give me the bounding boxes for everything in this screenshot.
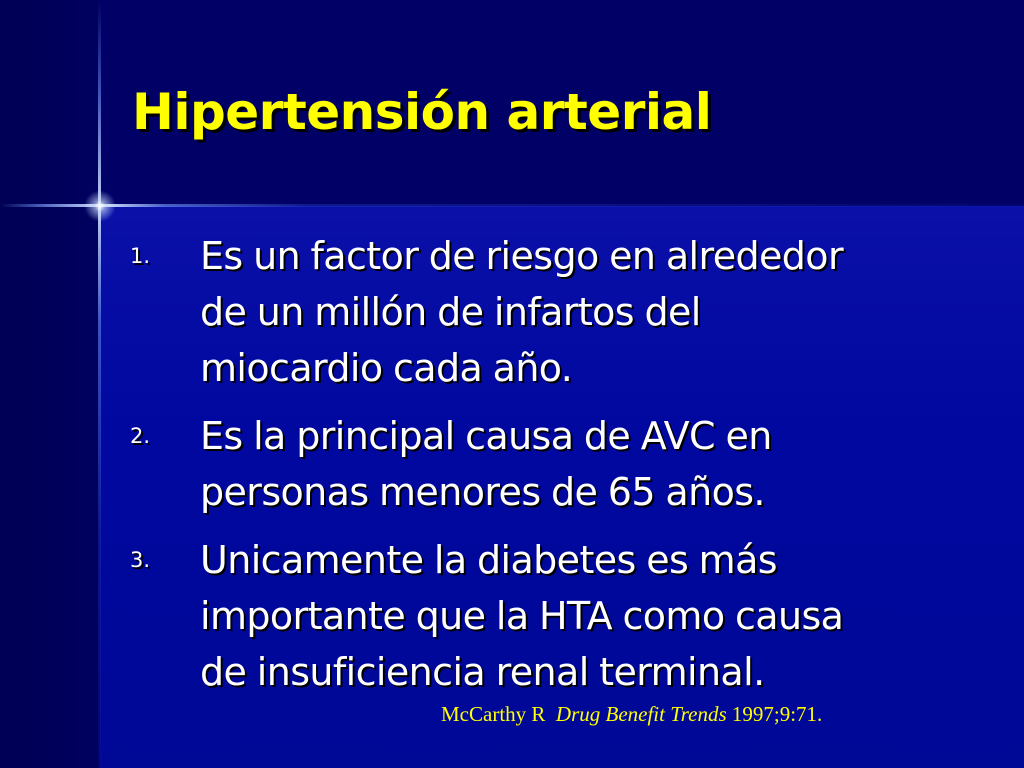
list-item-line: de un millón de infartos del [200,290,701,334]
list-item-line: de insuficiencia renal terminal. [200,650,765,694]
left-background-panel [0,0,100,768]
list-number: 3. [130,548,151,572]
list-item-line: personas menores de 65 años. [200,470,765,514]
list-item-line: Unicamente la diabetes es más [200,538,777,582]
citation [441,700,822,728]
list-item-line: miocardio cada año. [200,346,573,390]
horizontal-accent-line [0,204,1024,207]
list-item-line: Es un factor de riesgo en alrededor [200,234,843,278]
sparkle-icon [84,190,116,222]
slide-title: Hipertensión arterial [132,83,712,141]
list-item-3 [130,532,930,700]
list-number: 2. [130,424,151,448]
list-item-line: Es la principal causa de AVC en [200,414,772,458]
numbered-list [130,228,930,712]
list-item-2 [130,408,930,520]
citation-reference: 1997;9:71. [731,702,823,726]
vertical-accent-line [98,0,101,768]
list-number: 1. [130,244,151,268]
citation-journal: Drug Benefit Trends [555,702,727,726]
citation-author: McCarthy R [441,702,546,726]
list-item-1 [130,228,930,396]
list-item-line: importante que la HTA como causa [200,594,844,638]
